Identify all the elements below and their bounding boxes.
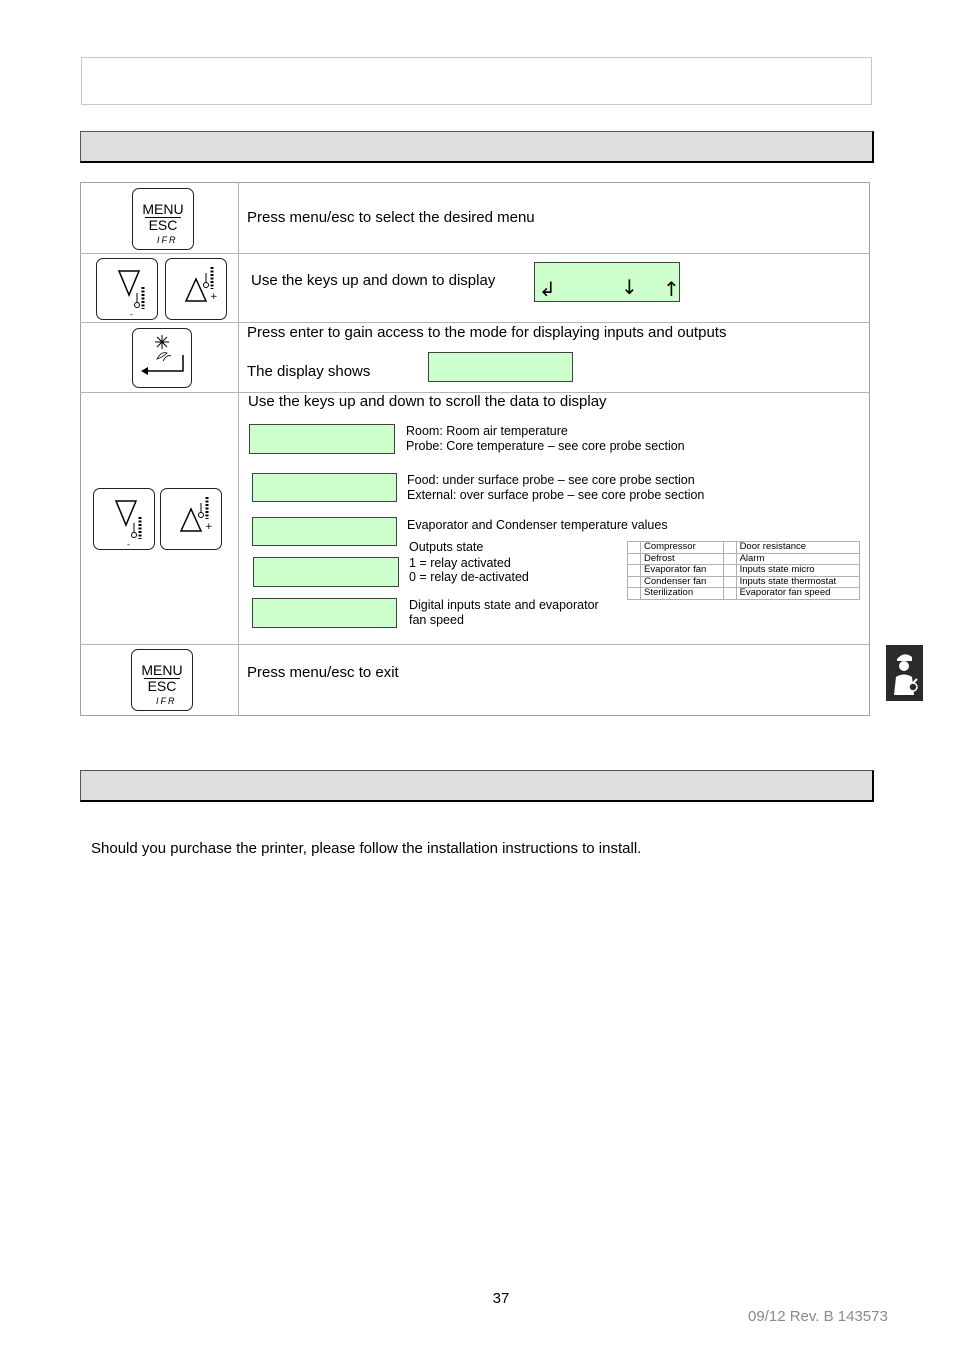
table-row-divider bbox=[80, 644, 870, 645]
enter-key[interactable] bbox=[132, 328, 192, 388]
menu-key-label: MENU bbox=[141, 662, 183, 678]
key-brand-label: IFR bbox=[156, 696, 177, 706]
up-triangle-thermometer-icon bbox=[161, 489, 221, 549]
svg-text:+: + bbox=[210, 292, 218, 302]
lcd-evaporator-condenser bbox=[252, 517, 397, 546]
fan-speed-text: fan speed bbox=[409, 613, 464, 627]
evaporator-text: Evaporator and Condenser temperature values bbox=[407, 518, 668, 532]
key-brand-label: IFR bbox=[157, 235, 178, 245]
up-key[interactable] bbox=[160, 488, 222, 550]
svg-text:-: - bbox=[130, 310, 133, 319]
menu-esc-key[interactable] bbox=[131, 649, 193, 711]
table-row bbox=[628, 588, 860, 600]
table-row-divider bbox=[80, 253, 870, 254]
up-key[interactable] bbox=[165, 258, 227, 320]
page-number: 37 bbox=[492, 1290, 510, 1307]
svg-text:+: + bbox=[205, 522, 213, 532]
svg-text:-: - bbox=[127, 540, 130, 549]
lcd-io-mode-display bbox=[428, 352, 573, 382]
room-text: Room: Room air temperature bbox=[406, 424, 568, 438]
table-cell: Sterilization bbox=[641, 588, 724, 600]
esc-key-label: ESC bbox=[147, 678, 177, 694]
step5-text: Press menu/esc to exit bbox=[247, 664, 399, 681]
table-cell: Defrost bbox=[641, 553, 724, 565]
step4-heading: Use the keys up and down to scroll the data to display bbox=[248, 393, 607, 410]
table-row bbox=[628, 565, 860, 577]
table-cell: Inputs state micro bbox=[736, 565, 859, 577]
lcd-menu-display bbox=[534, 262, 680, 302]
table-row bbox=[628, 576, 860, 588]
table-cell: Inputs state thermostat bbox=[736, 576, 859, 588]
table-cell: Condenser fan bbox=[641, 576, 724, 588]
relay-activated-text: 1 = relay activated bbox=[409, 556, 511, 570]
enter-glyph: ↲ bbox=[539, 277, 556, 301]
table-cell: Evaporator fan speed bbox=[736, 588, 859, 600]
up-triangle-thermometer-icon bbox=[166, 259, 226, 319]
table-cell: Compressor bbox=[641, 542, 724, 554]
table-cell: Alarm bbox=[736, 553, 859, 565]
lcd-digital-inputs bbox=[252, 598, 397, 628]
down-arrow-glyph: ↓ bbox=[621, 275, 638, 299]
step1-text: Press menu/esc to select the desired menu bbox=[247, 209, 535, 226]
technician-section-tab[interactable] bbox=[886, 645, 923, 701]
step3-text: Press enter to gain access to the mode for displaying inputs and outputs bbox=[247, 324, 727, 341]
section-bar-printer bbox=[80, 770, 874, 802]
printer-instructions-text: Should you purchase the printer, please follow the installation instructions to install. bbox=[91, 840, 642, 857]
table-cell: Door resistance bbox=[736, 542, 859, 554]
down-triangle-thermometer-icon bbox=[94, 489, 154, 549]
step2-text: Use the keys up and down to display bbox=[251, 272, 496, 289]
digital-inputs-text: Digital inputs state and evaporator bbox=[409, 598, 599, 612]
lcd-food-external bbox=[252, 473, 397, 502]
outputs-state-text: Outputs state bbox=[409, 540, 484, 554]
table-row bbox=[628, 553, 860, 565]
technician-icon bbox=[886, 645, 923, 701]
table-column-divider bbox=[238, 182, 239, 716]
table-row-divider bbox=[80, 322, 870, 323]
revision-label: 09/12 Rev. B 143573 bbox=[748, 1308, 888, 1325]
lcd-outputs-state bbox=[253, 557, 399, 587]
outputs-legend-table bbox=[627, 541, 860, 600]
enter-snowflake-icon bbox=[133, 329, 191, 387]
relay-deactivated-text: 0 = relay de-activated bbox=[409, 570, 529, 584]
table-row bbox=[628, 542, 860, 554]
food-text: Food: under surface probe – see core probe section bbox=[407, 473, 695, 487]
external-text: External: over surface probe – see core probe section bbox=[407, 488, 705, 502]
header-box bbox=[81, 57, 872, 105]
menu-key-label: MENU bbox=[142, 201, 184, 217]
down-key[interactable] bbox=[96, 258, 158, 320]
down-triangle-thermometer-icon bbox=[97, 259, 157, 319]
esc-key-label: ESC bbox=[148, 217, 178, 233]
table-cell: Evaporator fan bbox=[641, 565, 724, 577]
menu-esc-key[interactable] bbox=[132, 188, 194, 250]
section-bar-io-display bbox=[80, 131, 874, 163]
lcd-room-probe bbox=[249, 424, 395, 454]
down-key[interactable] bbox=[93, 488, 155, 550]
probe-text: Probe: Core temperature – see core probe section bbox=[406, 439, 685, 453]
up-arrow-glyph: ↑ bbox=[663, 277, 680, 301]
display-shows-label: The display shows bbox=[247, 363, 371, 380]
